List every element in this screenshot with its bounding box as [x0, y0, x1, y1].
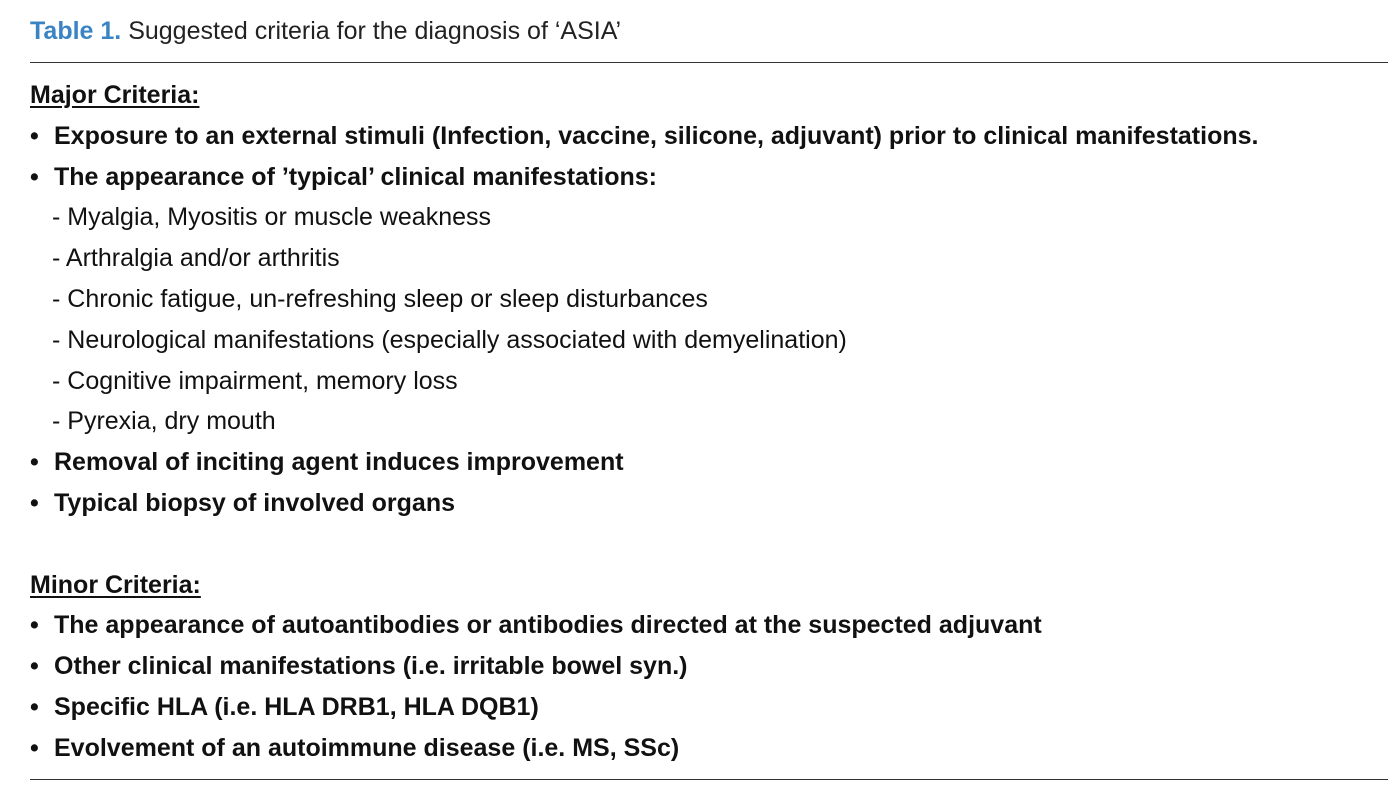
major-criteria-item: [30, 486, 1388, 527]
bullet-icon: •: [30, 121, 39, 150]
major-criteria-text: Exposure to an external stimuli (Infection, vaccine, silicone, adjuvant) prior to clinical manifestations.: [54, 121, 1259, 150]
minor-criteria-item: [30, 690, 1388, 731]
bullet-icon: •: [30, 652, 39, 681]
table-label: Table 1.: [30, 17, 122, 45]
bullet-icon: •: [30, 692, 39, 721]
minor-criteria-item: [30, 608, 1388, 649]
manifestation-item: - Arthralgia and/or arthritis: [52, 244, 340, 273]
major-criteria-item: [30, 160, 1388, 201]
bottom-divider: [30, 779, 1388, 780]
major-criteria-text: The appearance of ’typical’ clinical manifestations:: [54, 162, 657, 191]
manifestation-item: - Neurological manifestations (especially associated with demyelination): [52, 325, 847, 354]
bullet-icon: •: [30, 733, 39, 762]
manifestation-item: - Chronic fatigue, un-refreshing sleep or sleep disturbances: [52, 284, 708, 313]
minor-criteria-heading: Minor Criteria:: [30, 570, 201, 599]
table-title: Suggested criteria for the diagnosis of ‘ASIA’: [128, 17, 622, 45]
manifestation-item: - Pyrexia, dry mouth: [52, 407, 276, 436]
bullet-icon: •: [30, 611, 39, 640]
manifestation-item: - Myalgia, Myositis or muscle weakness: [52, 203, 492, 232]
major-criteria-text: Removal of inciting agent induces improvement: [54, 448, 624, 477]
minor-criteria-text: Specific HLA (i.e. HLA DRB1, HLA DQB1): [54, 692, 539, 721]
bullet-icon: •: [30, 448, 39, 477]
minor-criteria-item: [30, 649, 1388, 690]
minor-criteria-text: Evolvement of an autoimmune disease (i.e. MS, SSc): [54, 733, 680, 762]
major-criteria-item: [30, 445, 1388, 486]
bullet-icon: •: [30, 488, 39, 517]
minor-criteria-text: The appearance of autoantibodies or antibodies directed at the suspected adjuvant: [54, 611, 1042, 640]
major-criteria-heading: Major Criteria:: [30, 81, 200, 109]
top-divider: [30, 62, 1388, 63]
manifestation-item: - Cognitive impairment, memory loss: [52, 366, 458, 395]
criteria-list: [30, 78, 1388, 772]
section-spacer: [30, 527, 1388, 568]
table-caption: [30, 14, 621, 48]
major-criteria-item: [30, 119, 1388, 160]
major-criteria-text: Typical biopsy of involved organs: [54, 488, 456, 517]
bullet-icon: •: [30, 162, 39, 191]
minor-criteria-text: Other clinical manifestations (i.e. irritable bowel syn.): [54, 652, 688, 681]
minor-criteria-item: [30, 731, 1388, 772]
